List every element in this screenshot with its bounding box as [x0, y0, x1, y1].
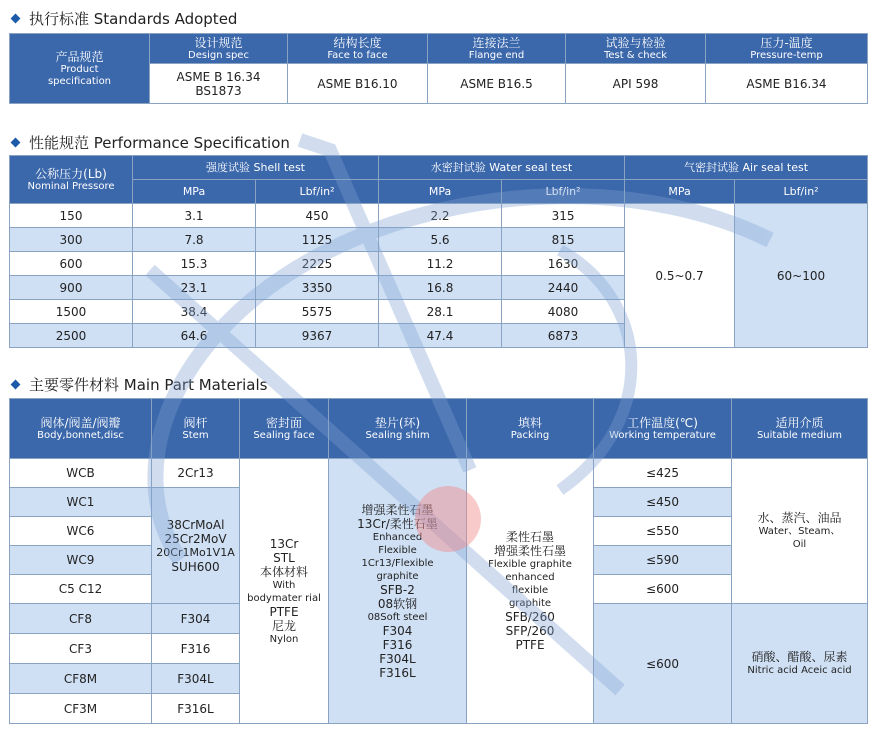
- perf-cell: 450: [256, 204, 379, 228]
- mat-line: SFB/260: [505, 610, 555, 624]
- perf-cell: 38.4: [133, 300, 256, 324]
- mat-packing: [467, 459, 594, 724]
- mat-header-en: Sealing face: [253, 429, 315, 441]
- perf-cell: 28.1: [379, 300, 502, 324]
- mat-line: Oil: [792, 539, 807, 550]
- std-header-en: Product specification: [47, 63, 112, 87]
- mat-sealing-shim: [329, 459, 467, 724]
- mat-line: 柔性石墨: [505, 530, 554, 544]
- section-title-materials: [8, 374, 267, 394]
- mat-header-zh: 工作温度(℃): [627, 415, 698, 430]
- std-value-flange: ASME B16.5: [428, 64, 566, 104]
- perf-cell: 315: [502, 204, 625, 228]
- section-title-text: 主要零件材料 Main Part Materials: [29, 375, 268, 394]
- section-title-text: 执行标准 Standards Adopted: [29, 9, 238, 28]
- std-value-face: ASME B16.10: [288, 64, 428, 104]
- perf-header-zh: 公称压力(Lb): [35, 166, 107, 181]
- mat-line: 增强柔性石墨: [361, 502, 434, 517]
- diamond-bullet-icon: [11, 13, 21, 23]
- mat-header-en: Suitable medium: [756, 429, 843, 441]
- mat-line: 13Cr/柔性石墨: [357, 516, 438, 531]
- perf-cell: 1125: [256, 228, 379, 252]
- mat-temp: ≤600: [594, 575, 732, 604]
- performance-table: [9, 155, 868, 348]
- perf-unit: MPa: [379, 180, 502, 204]
- mat-line: F304: [382, 623, 413, 638]
- std-value-line: BS1873: [195, 83, 242, 98]
- std-header-flange: [428, 34, 566, 64]
- mat-header-en: Working temperature: [609, 429, 716, 441]
- std-value-line: ASME B 16.34: [176, 69, 261, 84]
- std-header-en: Design spec: [188, 49, 249, 61]
- perf-cell: 7.8: [133, 228, 256, 252]
- perf-unit: MPa: [133, 180, 256, 204]
- mat-header-stem: [152, 399, 240, 459]
- mat-medium-1: [732, 459, 868, 604]
- mat-stem: F316L: [152, 694, 240, 724]
- perf-header-air: 气密封试验 Air seal test: [625, 156, 868, 180]
- mat-header-zh: 适用介质: [775, 415, 824, 430]
- mat-line: 13Cr: [269, 536, 299, 551]
- mat-body: CF3: [10, 634, 152, 664]
- perf-unit: Lbf/in²: [502, 180, 625, 204]
- perf-cell: 1500: [10, 300, 133, 324]
- perf-header-water: 水密封试验 Water seal test: [379, 156, 625, 180]
- mat-body: WC1: [10, 488, 152, 517]
- mat-line: 25Cr2MoV: [164, 531, 227, 546]
- materials-table: [9, 398, 868, 724]
- mat-line: With: [272, 579, 296, 591]
- perf-cell: 64.6: [133, 324, 256, 348]
- mat-medium-2: [732, 604, 868, 724]
- perf-cell: 15.3: [133, 252, 256, 276]
- mat-line: F304L: [379, 651, 416, 666]
- mat-line: PTFE: [269, 604, 299, 619]
- mat-stem: F316: [152, 634, 240, 664]
- perf-cell: 4080: [502, 300, 625, 324]
- perf-unit: Lbf/in²: [256, 180, 379, 204]
- mat-stem: F304L: [152, 664, 240, 694]
- perf-unit: Lbf/in²: [735, 180, 868, 204]
- mat-line: 20Cr1Mo1V1A: [156, 545, 235, 559]
- mat-line: Flexible graphite: [488, 559, 572, 570]
- mat-header-body: [10, 399, 152, 459]
- perf-cell: 2440: [502, 276, 625, 300]
- mat-line: STL: [273, 550, 295, 565]
- mat-line: PTFE: [515, 638, 545, 652]
- section-title-text: 性能规范 Performance Specification: [29, 133, 290, 152]
- mat-line: 硝酸、醋酸、尿素: [751, 650, 848, 664]
- std-header-en: Face to face: [327, 49, 388, 61]
- mat-header-packing: [467, 399, 594, 459]
- mat-line: 增强柔性石墨: [493, 544, 566, 558]
- mat-line: 08Soft steel: [367, 611, 428, 623]
- table-row: [10, 459, 868, 488]
- std-header-zh: 压力-温度: [760, 35, 813, 50]
- mat-line: 尼龙: [271, 618, 296, 633]
- mat-body: CF8: [10, 604, 152, 634]
- mat-temp: ≤600: [594, 604, 732, 724]
- mat-line: Nylon: [269, 633, 299, 645]
- std-header-zh: 设计规范: [194, 35, 243, 50]
- perf-cell: 23.1: [133, 276, 256, 300]
- mat-body: WC6: [10, 517, 152, 546]
- perf-cell: 3.1: [133, 204, 256, 228]
- mat-line: F316L: [379, 665, 416, 680]
- perf-cell: 11.2: [379, 252, 502, 276]
- mat-stem: [152, 488, 240, 604]
- perf-cell: 47.4: [379, 324, 502, 348]
- mat-temp: ≤450: [594, 488, 732, 517]
- mat-body: C5 C12: [10, 575, 152, 604]
- mat-line: 水、蒸汽、油品: [757, 511, 842, 525]
- diamond-bullet-icon: [11, 379, 21, 389]
- perf-header-en: Nominal Pressore: [27, 180, 115, 192]
- perf-air-lbf: 60~100: [735, 204, 868, 348]
- mat-header-en: Packing: [510, 429, 550, 441]
- perf-cell: 3350: [256, 276, 379, 300]
- perf-cell: 16.8: [379, 276, 502, 300]
- mat-temp: ≤550: [594, 517, 732, 546]
- mat-header-sealing-face: [240, 399, 329, 459]
- section-title-performance: [8, 132, 290, 152]
- perf-cell: 5.6: [379, 228, 502, 252]
- mat-line: 1Cr13/Flexible: [361, 557, 434, 569]
- mat-stem: F304: [152, 604, 240, 634]
- mat-line: bodymater rial: [247, 592, 321, 604]
- perf-unit: MPa: [625, 180, 735, 204]
- perf-cell: 2225: [256, 252, 379, 276]
- mat-line: 08软钢: [377, 596, 418, 611]
- mat-line: graphite: [508, 598, 552, 609]
- mat-line: Flexible: [378, 544, 417, 556]
- mat-temp: ≤425: [594, 459, 732, 488]
- std-header-zh: 连接法兰: [472, 35, 521, 50]
- perf-cell: 150: [10, 204, 133, 228]
- mat-header-temperature: [594, 399, 732, 459]
- mat-body: WC9: [10, 546, 152, 575]
- perf-cell: 300: [10, 228, 133, 252]
- perf-cell: 600: [10, 252, 133, 276]
- mat-header-zh: 阀体/阀盖/阀瓣: [40, 415, 121, 430]
- std-header-zh: 产品规范: [55, 49, 104, 64]
- std-header-en: Flange end: [468, 49, 525, 61]
- perf-cell: 900: [10, 276, 133, 300]
- mat-line: Nitric acid Aceic acid: [747, 665, 852, 676]
- mat-header-zh: 垫片(环): [374, 415, 421, 430]
- perf-cell: 5575: [256, 300, 379, 324]
- mat-line: flexible: [511, 585, 549, 596]
- mat-line: graphite: [376, 570, 419, 582]
- std-header-test: [566, 34, 706, 64]
- mat-line: SUH600: [171, 559, 220, 574]
- mat-header-medium: [732, 399, 868, 459]
- mat-line: Enhanced: [372, 531, 423, 543]
- mat-header-en: Stem: [182, 429, 209, 441]
- table-row: [10, 204, 868, 228]
- mat-header-en: Body,bonnet,disc: [37, 429, 124, 441]
- diamond-bullet-icon: [11, 137, 21, 147]
- mat-line: SFP/260: [505, 624, 555, 638]
- mat-line: 本体材料: [259, 564, 308, 579]
- perf-cell: 2.2: [379, 204, 502, 228]
- std-header-zh: 试验与检验: [605, 35, 666, 50]
- std-value-design: [150, 64, 288, 104]
- perf-header-nominal: [10, 156, 133, 204]
- std-value-test: API 598: [566, 64, 706, 104]
- mat-line: enhanced: [505, 572, 555, 583]
- perf-air-mpa: 0.5~0.7: [625, 204, 735, 348]
- mat-header-zh: 填料: [517, 415, 542, 430]
- std-header-en: Pressure-temp: [750, 49, 823, 61]
- perf-cell: 815: [502, 228, 625, 252]
- std-header-en: Test & check: [603, 49, 668, 61]
- std-header-face: [288, 34, 428, 64]
- perf-cell: 9367: [256, 324, 379, 348]
- std-header-zh: 结构长度: [333, 35, 382, 50]
- std-header-pressure: [706, 34, 868, 64]
- mat-temp: ≤590: [594, 546, 732, 575]
- mat-line: Water、Steam、: [758, 526, 841, 537]
- mat-body: CF3M: [10, 694, 152, 724]
- mat-header-sealing-shim: [329, 399, 467, 459]
- perf-units-row: [10, 180, 868, 204]
- standards-table: [9, 33, 868, 104]
- mat-stem: 2Cr13: [152, 459, 240, 488]
- std-header-design: [150, 34, 288, 64]
- mat-body: CF8M: [10, 664, 152, 694]
- perf-cell: 2500: [10, 324, 133, 348]
- std-value-pressure: ASME B16.34: [706, 64, 868, 104]
- std-header-product: [10, 34, 150, 104]
- mat-line: F316: [382, 637, 413, 652]
- perf-header-shell: 强度试验 Shell test: [133, 156, 379, 180]
- mat-sealing-face: [240, 459, 329, 724]
- mat-header-zh: 密封面: [265, 415, 302, 430]
- perf-cell: 6873: [502, 324, 625, 348]
- mat-line: 38CrMoAl: [166, 517, 225, 532]
- mat-body: WCB: [10, 459, 152, 488]
- section-title-standards: [8, 8, 237, 28]
- mat-header-en: Sealing shim: [365, 429, 430, 441]
- perf-cell: 1630: [502, 252, 625, 276]
- mat-line: SFB-2: [380, 582, 415, 597]
- mat-header-zh: 阀杆: [183, 415, 208, 430]
